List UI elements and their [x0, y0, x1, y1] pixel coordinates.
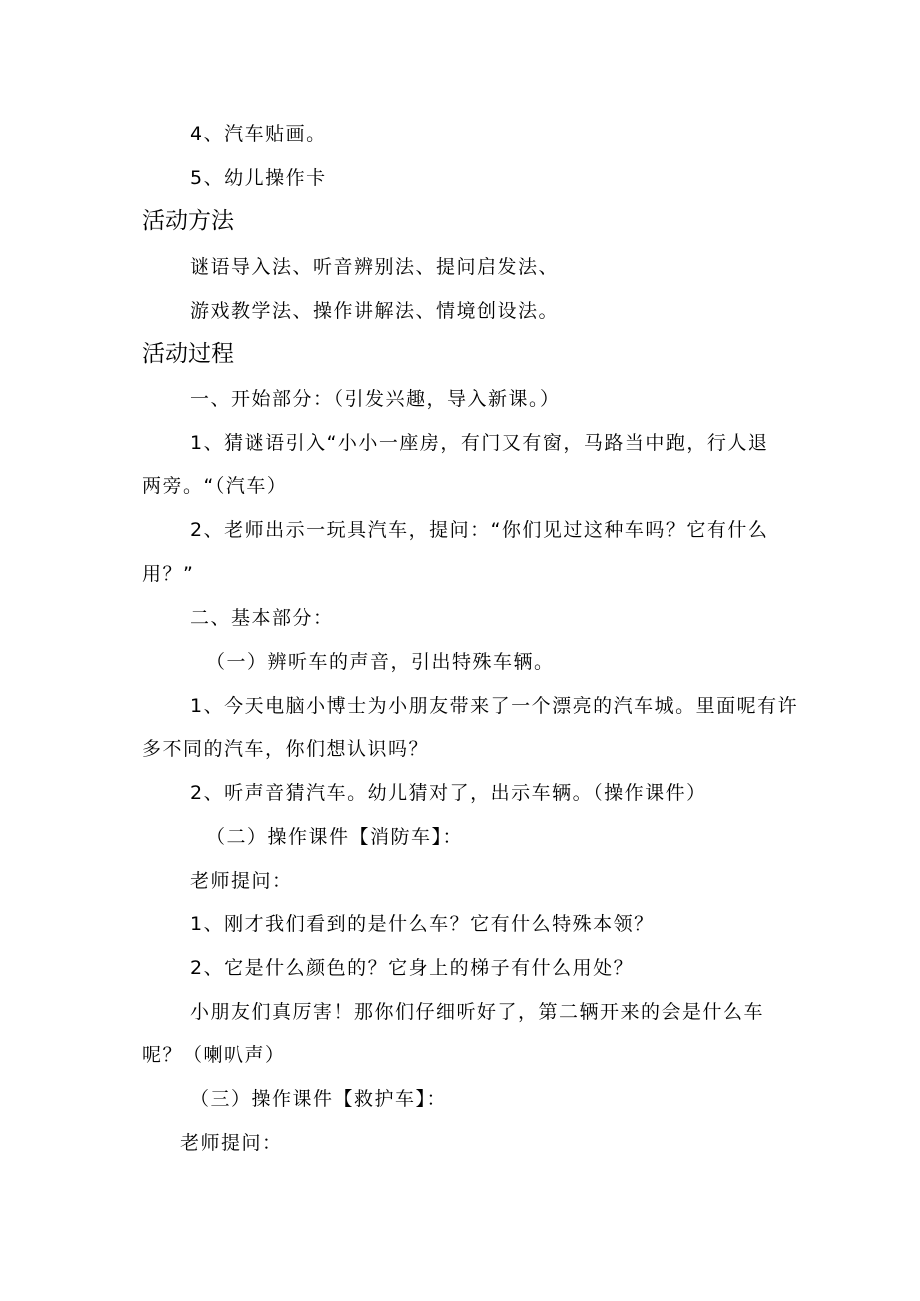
riddle-line-1: 1、猜谜语引入“小小一座房，有门又有窗，马路当中跑，行人退 — [190, 432, 769, 454]
subsection-3-title: （三）操作课件【救护车】： — [190, 1088, 448, 1110]
car-city-line-2: 多不同的汽车，你们想认识吗？ — [142, 738, 430, 760]
subsection-1-title: （一）辨听车的声音，引出特殊车辆。 — [206, 651, 555, 673]
method-line-2: 游戏教学法、操作讲解法、情境创设法。 — [190, 300, 560, 322]
process-part-2-title: 二、基本部分： — [190, 607, 334, 629]
section-heading-process: 活动过程 — [142, 341, 234, 367]
praise-line-1: 小朋友们真厉害！那你们仔细听好了，第二辆开来的会是什么车 — [190, 1001, 765, 1023]
teacher-asks-label-2: 老师提问： — [180, 1132, 283, 1154]
process-part-1-title: 一、开始部分：（引发兴趣，导入新课。） — [190, 388, 561, 410]
car-city-line-1: 1、今天电脑小博士为小朋友带来了一个漂亮的汽车城。里面呢有许 — [190, 695, 799, 717]
toy-car-question-line-1: 2、老师出示一玩具汽车，提问：“你们见过这种车吗？它有什么 — [190, 519, 769, 541]
fire-truck-question-2: 2、它是什么颜色的？它身上的梯子有什么用处？ — [190, 957, 635, 979]
subsection-2-title: （二）操作课件【消防车】： — [206, 826, 464, 848]
guess-by-sound-line: 2、听声音猜汽车。幼儿猜对了，出示车辆。（操作课件） — [190, 782, 707, 804]
toy-car-question-line-2: 用？” — [142, 563, 195, 585]
praise-line-2: 呢？（喇叭声） — [142, 1044, 286, 1066]
section-heading-method: 活动方法 — [142, 208, 234, 234]
fire-truck-question-1: 1、刚才我们看到的是什么车？它有什么特殊本领？ — [190, 913, 655, 935]
material-item-5: 5、幼儿操作卡 — [190, 167, 327, 189]
method-line-1: 谜语导入法、听音辨别法、提问启发法、 — [190, 256, 560, 278]
material-item-4: 4、汽车贴画。 — [190, 123, 327, 145]
riddle-line-2: 两旁。“（汽车） — [142, 475, 288, 497]
teacher-asks-label-1: 老师提问： — [190, 870, 293, 892]
